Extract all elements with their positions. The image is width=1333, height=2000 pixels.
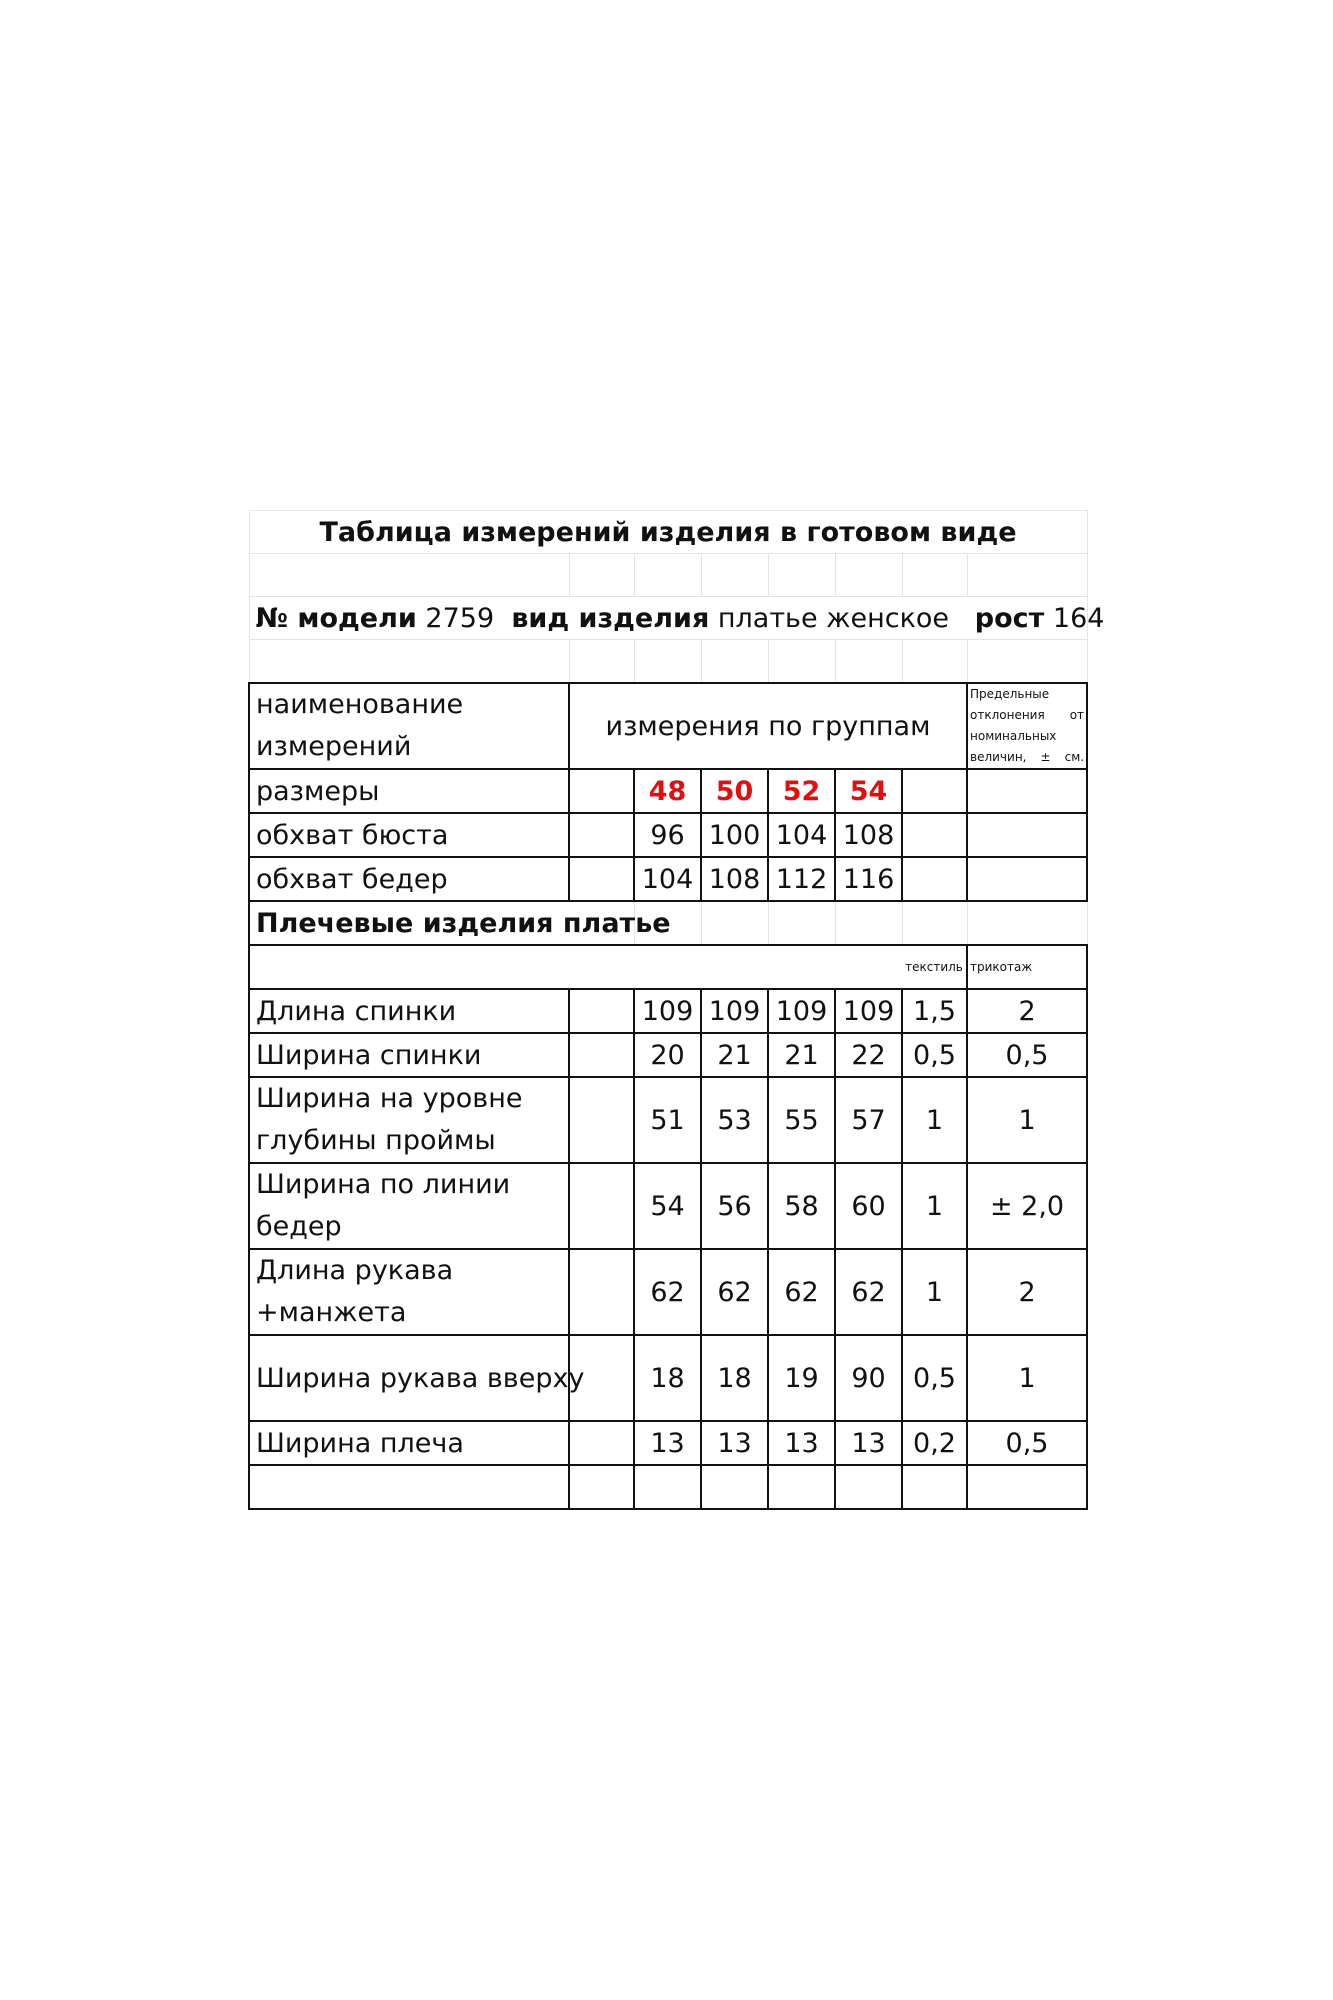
cell-value: 109 — [634, 989, 701, 1033]
table-row — [249, 813, 1087, 857]
cell-value: 13 — [634, 1421, 701, 1465]
model-info — [249, 597, 1105, 640]
section-row — [249, 901, 1087, 945]
model-number-value: 2759 — [425, 602, 495, 634]
cell-value: 53 — [701, 1077, 768, 1163]
table-row — [249, 1033, 1087, 1077]
empty-row — [249, 1465, 1087, 1509]
table-row — [249, 1163, 1087, 1249]
cell-value: 57 — [835, 1077, 902, 1163]
item-type-label: вид изделия — [511, 602, 710, 634]
cell-value: 62 — [768, 1249, 835, 1335]
header-row — [249, 683, 1087, 769]
knit-tolerance: 2 — [967, 989, 1087, 1033]
table-row — [249, 1421, 1087, 1465]
cell-value: 58 — [768, 1163, 835, 1249]
textile-tolerance: 1 — [902, 1249, 967, 1335]
height-label: рост — [974, 602, 1045, 634]
textile-header: текстиль — [902, 945, 967, 989]
table-row — [249, 1335, 1087, 1421]
height-value: 164 — [1052, 602, 1105, 634]
row-label: Длина рукава +манжета — [249, 1249, 569, 1335]
size-value: 54 — [835, 769, 902, 813]
textile-tolerance: 0,5 — [902, 1033, 967, 1077]
knit-header: трикотаж — [967, 945, 1087, 989]
cell-value: 22 — [835, 1033, 902, 1077]
row-label: Ширина спинки — [249, 1033, 569, 1077]
row-label: Ширина по линии бедер — [249, 1163, 569, 1249]
cell-value: 104 — [768, 813, 835, 857]
cell-value: 62 — [835, 1249, 902, 1335]
tolerance-header-row — [249, 945, 1087, 989]
spacer-row — [249, 640, 1087, 684]
cell-value: 20 — [634, 1033, 701, 1077]
row-label: обхват бедер — [249, 857, 569, 901]
knit-tolerance: 1 — [967, 1335, 1087, 1421]
size-value: 48 — [634, 769, 701, 813]
sizes-row — [249, 769, 1087, 813]
model-row — [249, 597, 1087, 640]
groups-header: измерения по группам — [569, 683, 967, 769]
table-row — [249, 1249, 1087, 1335]
textile-tolerance: 1 — [902, 1077, 967, 1163]
size-value: 52 — [768, 769, 835, 813]
sizes-label: размеры — [249, 769, 569, 813]
cell-value: 56 — [701, 1163, 768, 1249]
measurement-table — [248, 510, 1105, 1510]
size-value: 50 — [701, 769, 768, 813]
knit-tolerance: 0,5 — [967, 1033, 1087, 1077]
cell-value: 13 — [768, 1421, 835, 1465]
cell-value: 21 — [701, 1033, 768, 1077]
measurement-sheet — [248, 510, 1105, 1510]
section-label: Плечевые изделия платье — [249, 901, 634, 945]
cell-value: 51 — [634, 1077, 701, 1163]
cell-value: 19 — [768, 1335, 835, 1421]
cell-value: 108 — [835, 813, 902, 857]
table-row — [249, 989, 1087, 1033]
item-type-value: платье женское — [717, 602, 950, 634]
cell-value: 96 — [634, 813, 701, 857]
cell-value: 112 — [768, 857, 835, 901]
cell-value: 100 — [701, 813, 768, 857]
knit-tolerance: 0,5 — [967, 1421, 1087, 1465]
spacer-row — [249, 554, 1087, 597]
cell-value: 109 — [768, 989, 835, 1033]
textile-tolerance: 1,5 — [902, 989, 967, 1033]
cell-value: 62 — [701, 1249, 768, 1335]
cell-value: 116 — [835, 857, 902, 901]
deviation-header: Предельные отклонения от номинальных величин, ± см. — [967, 683, 1087, 769]
cell-value: 60 — [835, 1163, 902, 1249]
textile-tolerance: 0,2 — [902, 1421, 967, 1465]
row-label: Длина спинки — [249, 989, 569, 1033]
cell-value: 108 — [701, 857, 768, 901]
cell-value: 13 — [835, 1421, 902, 1465]
cell-value: 109 — [701, 989, 768, 1033]
model-number-label: № модели — [255, 602, 417, 634]
cell-value: 18 — [634, 1335, 701, 1421]
name-header: наименование измерений — [249, 683, 569, 769]
knit-tolerance: ± 2,0 — [967, 1163, 1087, 1249]
cell-value: 109 — [835, 989, 902, 1033]
knit-tolerance: 2 — [967, 1249, 1087, 1335]
row-label: Ширина на уровне глубины проймы — [249, 1077, 569, 1163]
cell-value: 104 — [634, 857, 701, 901]
textile-tolerance: 0,5 — [902, 1335, 967, 1421]
title-row — [249, 511, 1087, 554]
textile-tolerance: 1 — [902, 1163, 967, 1249]
table-row — [249, 1077, 1087, 1163]
knit-tolerance: 1 — [967, 1077, 1087, 1163]
cell-value: 21 — [768, 1033, 835, 1077]
row-label: Ширина плеча — [249, 1421, 569, 1465]
page-title: Таблица измерений изделия в готовом виде — [249, 511, 1087, 554]
cell-value: 13 — [701, 1421, 768, 1465]
table-row — [249, 857, 1087, 901]
cell-value: 90 — [835, 1335, 902, 1421]
cell-value: 62 — [634, 1249, 701, 1335]
cell-value: 55 — [768, 1077, 835, 1163]
row-label: обхват бюста — [249, 813, 569, 857]
cell-value: 18 — [701, 1335, 768, 1421]
cell-value: 54 — [634, 1163, 701, 1249]
row-label: Ширина рукава вверху — [249, 1335, 569, 1421]
